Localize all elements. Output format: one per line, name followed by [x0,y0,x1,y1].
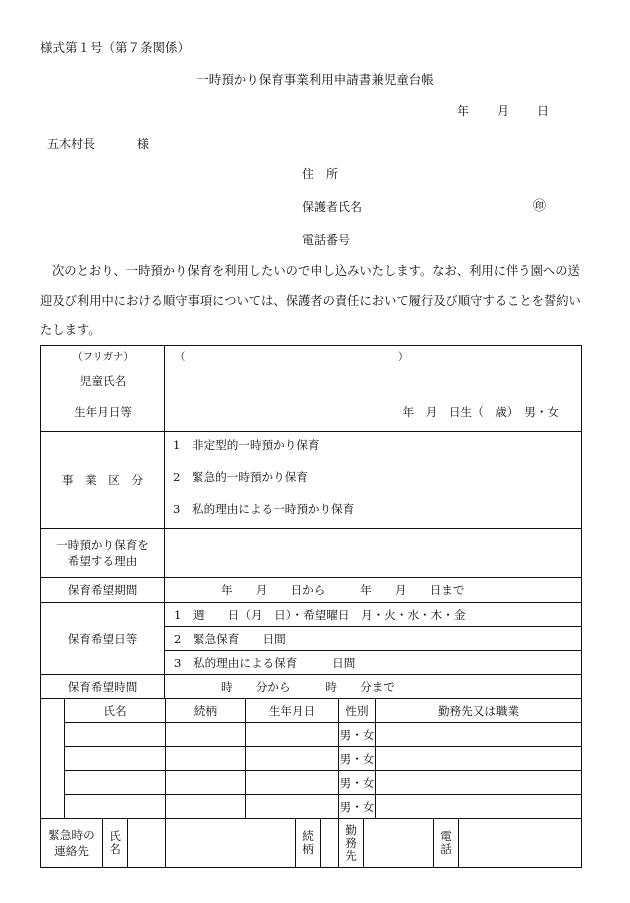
emergency-relation-cell [296,819,339,868]
days-option-3-cell[interactable] [165,651,582,675]
date-year: 年 [457,104,470,118]
days-option-2: 2 緊急保育 日間 [174,631,286,646]
family-row-3-name[interactable] [65,771,166,795]
reason-label-line-1: 一時預かり保育を [56,538,149,552]
family-row-3-relation[interactable] [166,771,246,795]
time-label: 保育希望時間 [67,679,138,694]
furigana-label: （フリガナ） [72,351,134,363]
family-row-4-gender[interactable]: 男・女 [339,795,376,819]
emergency-relation-input[interactable] [321,819,338,867]
family-row-4-name[interactable] [65,795,166,819]
family-row-3-gender[interactable]: 男・女 [339,771,376,795]
family-row-4-relation[interactable] [166,795,246,819]
family-header-birth: 生年月日 [246,699,339,723]
days-label-cell [41,603,165,675]
days-label: 保育希望日等 [67,631,138,646]
date-day: 日 [537,104,550,118]
addressee: 五木村長 [47,137,96,151]
emergency-relation-label: 続柄 [301,830,316,856]
body-text: 次のとおり、一時預かり保育を利用したいので申し込みいたします。なお、利用に伴う園への送迎及び利用中における順守事項については、保護者の責任において履行及び順守することを誓約いたします。 [40,264,581,337]
phone-number-label: 電話番号 [302,233,351,247]
emergency-label-line-1: 緊急時の [48,828,95,842]
reason-input-cell[interactable] [165,529,582,578]
addressee-sama: 様 [137,137,150,151]
emergency-label-line-2: 連絡先 [54,844,89,858]
child-name-label: 児童氏名 [79,374,127,388]
emergency-name-extra[interactable] [166,819,296,868]
jigyo-option-3[interactable]: 3 私的理由による一時預かり保育 [173,502,355,516]
family-row-1-gender[interactable]: 男・女 [339,723,376,747]
family-row-4-birth[interactable] [246,795,339,819]
emergency-phone-input[interactable] [459,819,581,867]
family-row-1-work[interactable] [376,723,582,747]
family-side-cell [41,699,65,819]
guardian-name-label: 保護者氏名 [302,200,363,214]
family-row-3-birth[interactable] [246,771,339,795]
family-row-1-relation[interactable] [166,723,246,747]
family-header-work: 勤務先又は職業 [376,699,582,723]
jigyo-label-cell [41,432,165,529]
body-paragraph [40,257,585,346]
days-option-3: 3 私的理由による保育 日間 [174,655,356,670]
family-header-gender: 性別 [339,699,376,723]
document-title: 一時預かり保育事業利用申請書兼児童台帳 [196,72,434,87]
period-label-cell [41,578,165,603]
emergency-label-cell [41,819,103,868]
family-header-relation: 続柄 [166,699,246,723]
emergency-phone-cell [434,819,582,868]
furigana-paren-close: ） [398,351,409,363]
family-row-3-work[interactable] [376,771,582,795]
birth-label: 生年月日等 [74,405,132,419]
applicant-address-label: 住 所 [302,167,339,181]
emergency-phone-label: 電話 [439,830,454,856]
reason-label-line-2: 希望する理由 [67,554,138,568]
days-option-2-cell[interactable] [165,627,582,651]
family-row-2-birth[interactable] [246,747,339,771]
child-name-label-cell [41,346,165,432]
furigana-paren-open: （ [175,351,186,363]
jigyo-label: 事 業 区 分 [61,473,144,487]
time-value-cell[interactable] [165,675,582,699]
child-name-value-cell[interactable] [165,346,582,432]
family-row-1-name[interactable] [65,723,166,747]
application-table [40,345,582,868]
family-row-4-work[interactable] [376,795,582,819]
family-row-2-work[interactable] [376,747,582,771]
seal-mark: ㊞ [533,199,547,214]
emergency-workplace-label: 勤務先 [344,824,359,862]
days-option-1-cell[interactable] [165,603,582,627]
emergency-workplace-cell [339,819,434,868]
reason-label-cell [41,529,165,578]
days-option-1: 1 週 日（月 日）・希望曜日 月・火・水・木・金 [174,607,466,622]
jigyo-option-2[interactable]: 2 緊急的一時預かり保育 [173,470,308,484]
time-value: 時 分から 時 分まで [221,679,395,694]
form-number: 様式第１号（第７条関係） [40,40,191,55]
family-row-1-birth[interactable] [246,723,339,747]
family-row-2-gender[interactable]: 男・女 [339,747,376,771]
time-label-cell [41,675,165,699]
emergency-name-label: 氏名 [108,830,122,856]
period-value-cell[interactable] [165,578,582,603]
family-row-2-name[interactable] [65,747,166,771]
period-value: 年 月 日から 年 月 日まで [221,583,465,597]
emergency-workplace-input[interactable] [364,819,433,867]
birth-value: 年 月 日生（ 歳） 男・女 [402,405,560,419]
date-month: 月 [497,104,510,118]
period-label: 保育希望期間 [67,583,138,597]
emergency-name-input[interactable] [128,819,165,867]
jigyo-option-1[interactable]: 1 非定型的一時預かり保育 [173,438,320,452]
family-row-2-relation[interactable] [166,747,246,771]
jigyo-options-cell[interactable] [165,432,582,529]
family-header-name: 氏名 [65,699,166,723]
emergency-name-cell [103,819,166,868]
